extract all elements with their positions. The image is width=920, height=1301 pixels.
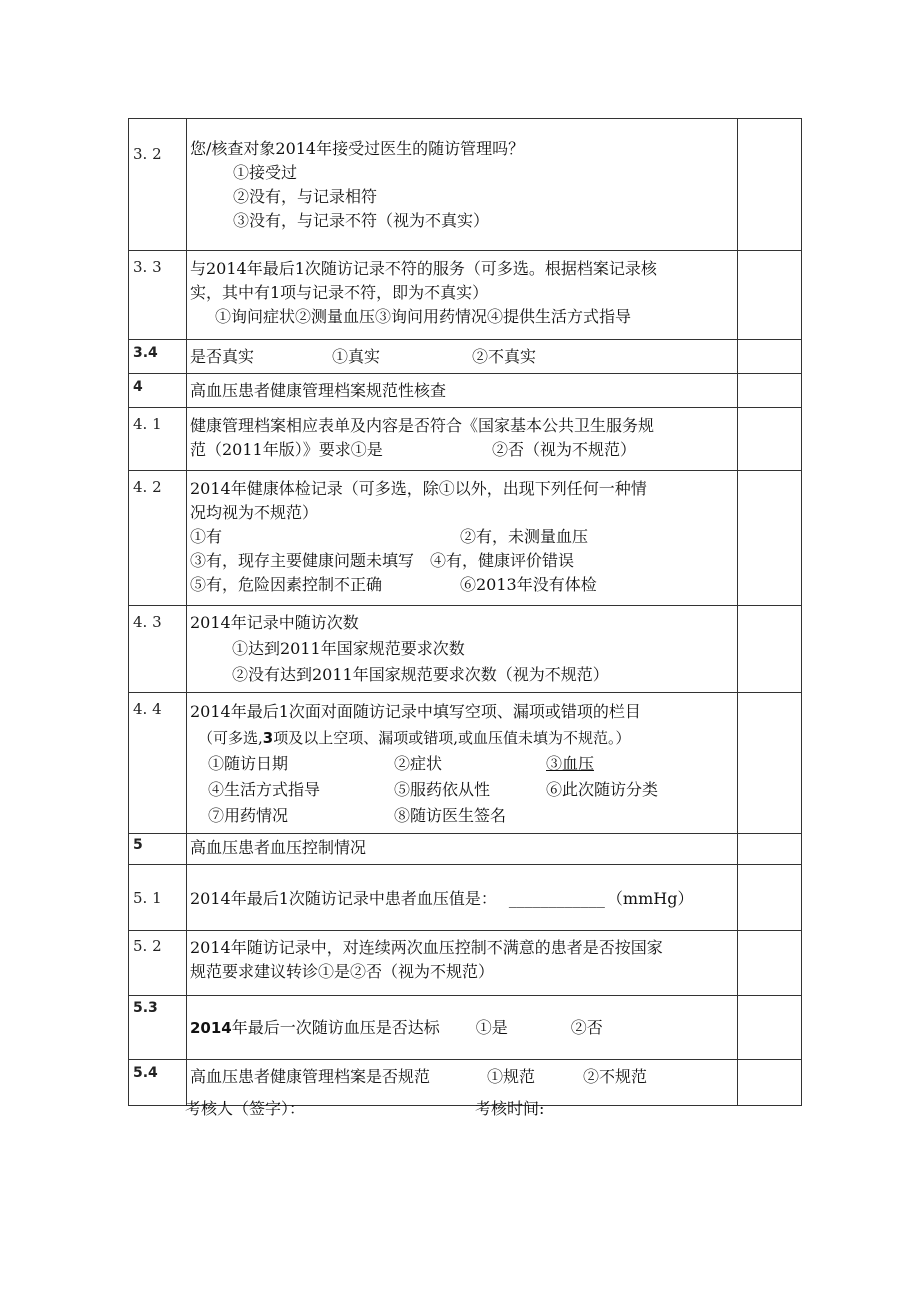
score-cell[interactable] — [738, 834, 802, 865]
row-number: 5 — [129, 834, 187, 865]
option-item[interactable]: ①达到2011年国家规范要求次数 — [232, 639, 465, 658]
question-text: 况均视为不规范） — [190, 503, 319, 522]
option-item[interactable]: ①有 — [190, 527, 223, 546]
row-number: 5.4 — [129, 1060, 187, 1106]
option-item[interactable]: ④生活方式指导 — [208, 780, 321, 799]
row-number: 3.4 — [129, 340, 187, 374]
option-item[interactable]: ④有，健康评价错误 — [430, 551, 575, 570]
row-number: 5.3 — [129, 996, 187, 1060]
option-item[interactable]: ⑧随访医生签名 — [394, 806, 507, 825]
option-item[interactable]: ⑤服药依从性 — [394, 780, 491, 799]
question-text: 实，其中有1项与记录不符，即为不真实） — [190, 283, 489, 302]
note-number: 3 — [262, 729, 274, 747]
option-yes[interactable]: ①是 — [475, 1018, 508, 1037]
score-cell[interactable] — [738, 251, 802, 340]
question-text: 2014年最后1次面对面随访记录中填写空项、漏项或错项的栏目 — [190, 702, 641, 721]
option-item[interactable]: ③没有，与记录不符（视为不真实） — [233, 211, 490, 230]
score-cell[interactable] — [738, 119, 802, 251]
option-no[interactable]: ②否（视为不规范） — [492, 440, 637, 459]
question-text: 高血压患者健康管理档案是否规范 — [190, 1067, 431, 1086]
option-true[interactable]: ①真实 — [332, 347, 381, 366]
row-4-3 — [129, 606, 802, 693]
question-text: 是否真实 — [190, 347, 255, 366]
option-no[interactable]: ②否 — [570, 1018, 603, 1037]
score-cell[interactable] — [738, 408, 802, 471]
year-label: 2014 — [190, 1019, 232, 1037]
score-cell[interactable] — [738, 374, 802, 408]
row-3-4 — [129, 340, 802, 374]
row-4-4 — [129, 693, 802, 834]
row-number: 4. 4 — [129, 693, 187, 834]
row-5-2 — [129, 931, 802, 996]
option-no[interactable]: ②不规范 — [583, 1067, 648, 1086]
question-text: 2014年最后1次随访记录中患者血压值是： — [190, 889, 497, 908]
row-5-3 — [129, 996, 802, 1060]
question-text: 2014年健康体检记录（可多选，除①以外，出现下列任何一种情 — [190, 479, 647, 498]
option-item[interactable]: ①随访日期 — [208, 754, 289, 773]
option-item[interactable]: ①接受过 — [233, 163, 298, 182]
option-item[interactable]: ⑤有，危险因素控制不正确 — [190, 575, 383, 594]
bp-value-input[interactable]: ____________ — [508, 889, 605, 908]
row-number: 4. 2 — [129, 471, 187, 606]
row-4-2 — [129, 471, 802, 606]
score-cell[interactable] — [738, 865, 802, 931]
option-item[interactable]: ②没有达到2011年国家规范要求次数（视为不规范） — [232, 665, 609, 684]
row-4-1 — [129, 408, 802, 471]
option-item[interactable]: ⑥2013年没有体检 — [460, 575, 597, 594]
question-text[interactable]: 范（2011年版）》要求①是 — [190, 440, 383, 459]
row-number: 4. 1 — [129, 408, 187, 471]
option-item[interactable]: ②症状 — [394, 754, 443, 773]
question-text: 与2014年最后1次随访记录不符的服务（可多选。根据档案记录核 — [190, 259, 657, 278]
section-title: 高血压患者健康管理档案规范性核查 — [190, 381, 447, 400]
option-item[interactable]: ⑥此次随访分类 — [546, 780, 659, 799]
option-item[interactable]: ②有，未测量血压 — [460, 527, 589, 546]
note-text: （可多选, — [198, 729, 263, 747]
row-5 — [129, 834, 802, 865]
score-cell[interactable] — [738, 1060, 802, 1106]
option-false[interactable]: ②不真实 — [472, 347, 537, 366]
row-number: 4. 3 — [129, 606, 187, 693]
option-item[interactable]: ⑦用药情况 — [208, 806, 289, 825]
option-item[interactable]: ③血压 — [546, 754, 595, 773]
row-3-3 — [129, 251, 802, 340]
row-number: 5. 1 — [129, 865, 187, 931]
assessor-signature-label[interactable]: 考核人（签字）： — [185, 1099, 306, 1118]
unit-label: （mmHg） — [606, 889, 694, 908]
score-cell[interactable] — [738, 606, 802, 693]
note-text: 项及以上空项、漏项或错项,或血压值未填为不规范。） — [273, 729, 631, 747]
option-item[interactable]: ③有，现存主要健康问题未填写 — [190, 551, 415, 570]
question-text: 您/核查对象2014年接受过医生的随访管理吗？ — [190, 139, 525, 158]
assessment-time-label[interactable]: 考核时间: — [475, 1099, 545, 1118]
question-text[interactable]: 规范要求建议转诊①是②否（视为不规范） — [190, 962, 495, 981]
score-cell[interactable] — [738, 693, 802, 834]
option-item[interactable]: ②没有，与记录相符 — [233, 187, 378, 206]
row-3-2 — [129, 119, 802, 251]
option-list[interactable]: ①询问症状②测量血压③询问用药情况④提供生活方式指导 — [215, 307, 632, 326]
question-text: 2014年随访记录中，对连续两次血压控制不满意的患者是否按国家 — [190, 938, 663, 957]
question-text: 2014年记录中随访次数 — [190, 613, 359, 632]
row-number: 5. 2 — [129, 931, 187, 996]
score-cell[interactable] — [738, 340, 802, 374]
section-title: 高血压患者血压控制情况 — [190, 838, 367, 857]
row-number: 3. 2 — [129, 119, 187, 251]
question-text: 年最后一次随访血压是否达标 — [231, 1018, 440, 1037]
assessment-table — [128, 118, 802, 1106]
row-4 — [129, 374, 802, 408]
score-cell[interactable] — [738, 996, 802, 1060]
row-5-1 — [129, 865, 802, 931]
option-yes[interactable]: ①规范 — [487, 1067, 536, 1086]
question-text: 健康管理档案相应表单及内容是否符合《国家基本公共卫生服务规 — [190, 416, 655, 435]
row-number: 4 — [129, 374, 187, 408]
score-cell[interactable] — [738, 471, 802, 606]
score-cell[interactable] — [738, 931, 802, 996]
row-number: 3. 3 — [129, 251, 187, 340]
